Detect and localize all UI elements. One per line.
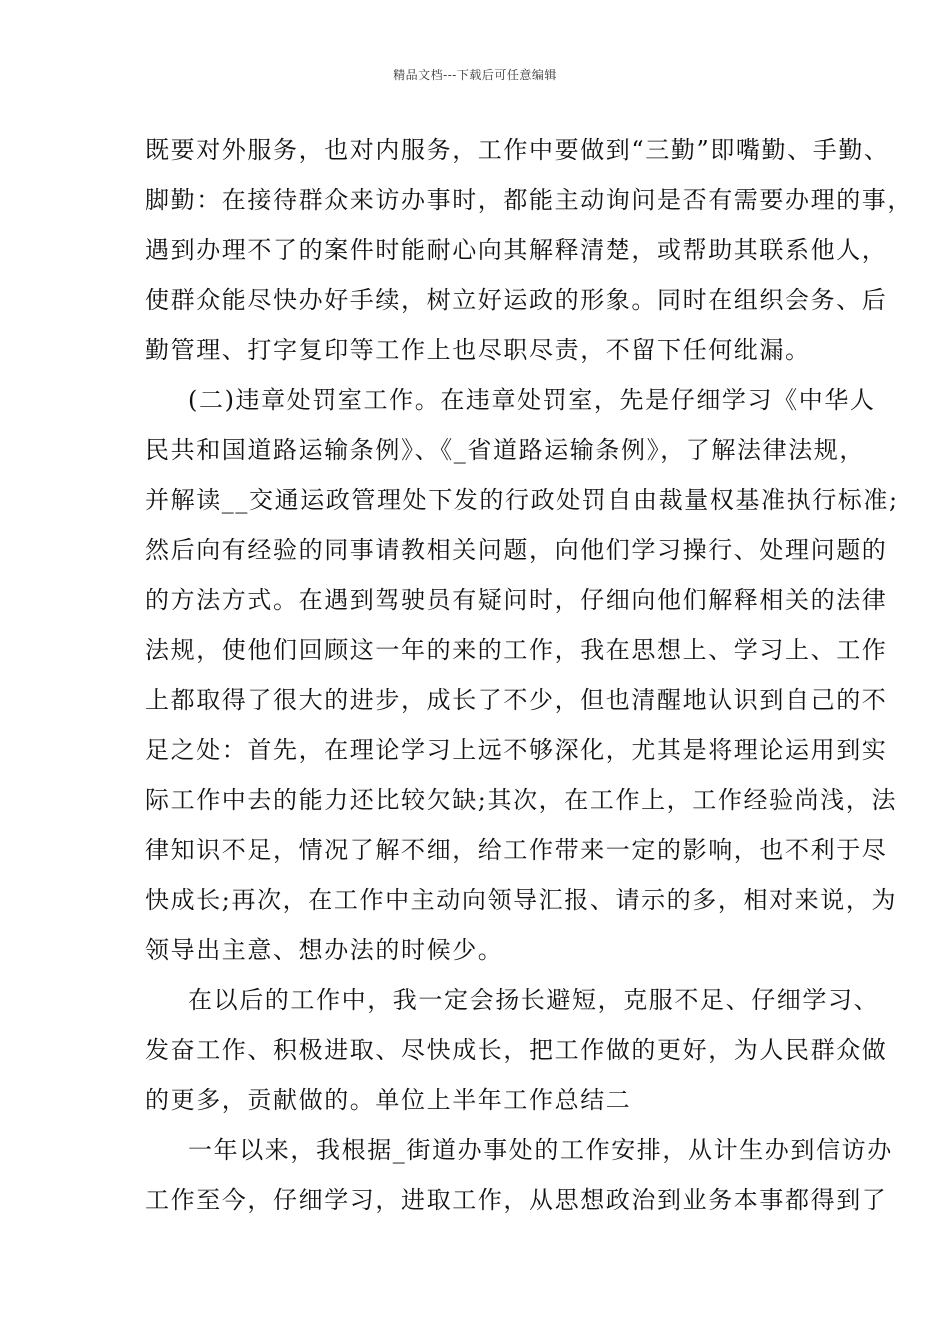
- body-line: 遇到办理不了的案件时能耐心向其解释清楚，或帮助其联系他人，: [145, 236, 888, 264]
- body-line: 的更多，贡献做的。单位上半年工作总结二: [145, 1086, 632, 1114]
- body-line: 然后向有经验的同事请教相关问题，向他们学习操行、处理问题的: [145, 536, 888, 564]
- paragraph-start-line: 在以后的工作中，我一定会扬长避短，克服不足、仔细学习、: [188, 986, 880, 1014]
- body-line: 并解读__交通运政管理处下发的行政处罚自由裁量权基准执行标准;: [145, 486, 899, 514]
- body-line: 律知识不足，情况了解不细，给工作带来一定的影响，也不利于尽: [145, 836, 888, 864]
- body-line: 的方法方式。在遇到驾驶员有疑问时，仔细向他们解释相关的法律: [145, 586, 888, 614]
- body-line: 脚勤：在接待群众来访办事时，都能主动询问是否有需要办理的事，: [145, 186, 913, 214]
- body-line: 领导出主意、想办法的时候少。: [145, 936, 504, 964]
- body-line: 快成长;再次，在工作中主动向领导汇报、请示的多，相对来说，为: [145, 886, 898, 914]
- body-line: 上都取得了很大的进步，成长了不少，但也清醒地认识到自己的不: [145, 686, 888, 714]
- body-line: 既要对外服务，也对内服务，工作中要做到“三勤”即嘴勤、手勤、: [145, 136, 890, 164]
- body-line: 使群众能尽快办好手续，树立好运政的形象。同时在组织会务、后: [145, 286, 888, 314]
- page-header: 精品文档---下载后可任意编辑: [393, 68, 557, 82]
- body-line: 际工作中去的能力还比较欠缺;其次，在工作上，工作经验尚浅，法: [145, 786, 898, 814]
- body-line: 工作至今，仔细学习，进取工作，从思想政治到业务本事都得到了: [145, 1186, 888, 1214]
- paragraph-start-line: (二)违章处罚室工作。在违章处罚室，先是仔细学习《中华人: [188, 386, 876, 414]
- body-line: 勤管理、打字复印等工作上也尽职尽责，不留下任何纰漏。: [145, 336, 811, 364]
- paragraph-start-line: 一年以来，我根据_街道办事处的工作安排，从计生办到信访办: [188, 1136, 893, 1164]
- body-line: 法规，使他们回顾这一年的来的工作，我在思想上、学习上、工作: [145, 636, 888, 664]
- body-line: 发奋工作、积极进取、尽快成长，把工作做的更好，为人民群众做: [145, 1036, 888, 1064]
- body-line: 民共和国道路运输条例》、《_省道路运输条例》，了解法律法规，: [145, 436, 865, 464]
- body-line: 足之处：首先，在理论学习上远不够深化，尤其是将理论运用到实: [145, 736, 888, 764]
